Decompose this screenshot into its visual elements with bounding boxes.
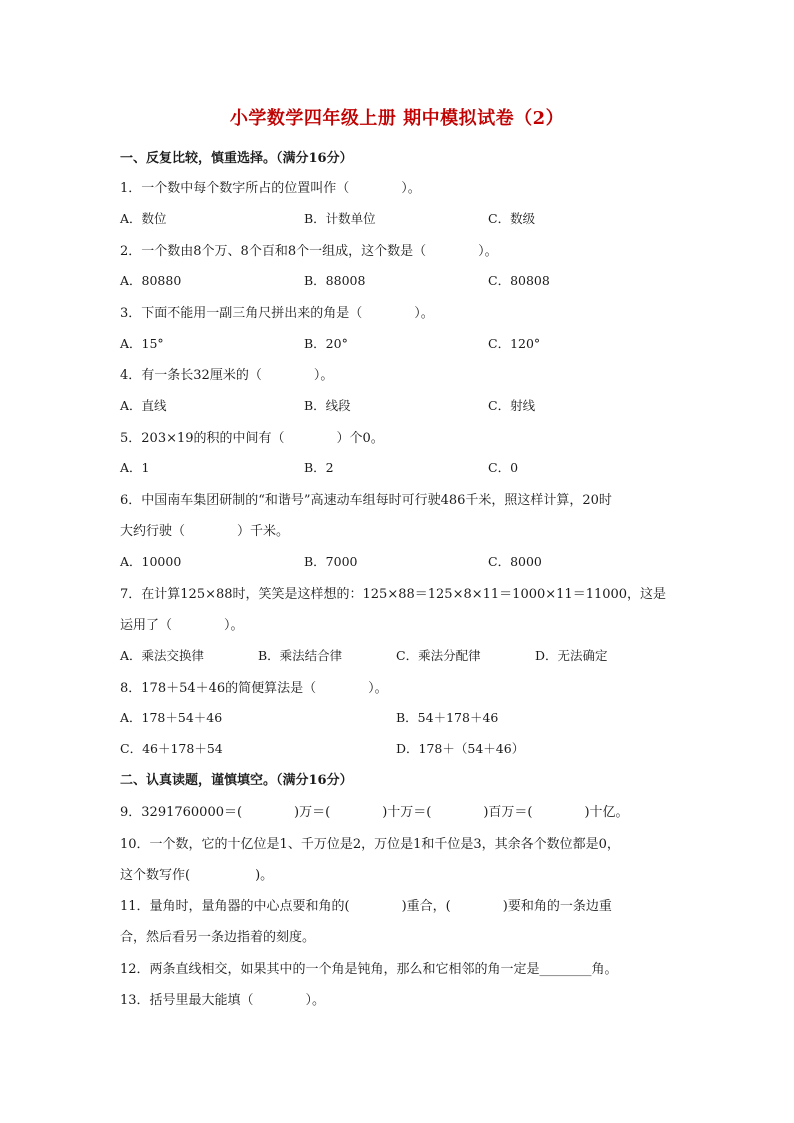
q8-option-b: B．54＋178＋46	[396, 710, 499, 725]
q6-option-c: C．8000	[488, 554, 542, 569]
q7-option-b: B．乘法结合律	[258, 648, 343, 663]
q2-option-c: C．80808	[488, 273, 550, 288]
q2-option-b: B．88008	[304, 273, 366, 288]
q8-option-a: A．178＋54＋46	[120, 710, 223, 725]
question-10-line-1: 10．一个数，它的十亿位是1、千万位是2，万位是1和千位是3，其余各个数位都是0，	[120, 837, 620, 852]
q3-option-b: B．20°	[304, 336, 348, 351]
section-heading-choice: 一、反复比较，慎重选择。（满分16分）	[120, 151, 353, 166]
question-3: 3．下面不能用一副三角尺拼出来的角是（ ）。	[120, 306, 434, 321]
q4-option-a: A．直线	[120, 398, 167, 413]
q3-option-c: C．120°	[488, 336, 541, 351]
question-11-line-2: 合，然后看另一条边指着的刻度。	[120, 930, 316, 945]
q1-option-a: A．数位	[120, 211, 167, 226]
question-7-line-1: 7．在计算125×88时，笑笑是这样想的：125×88＝125×8×11＝1000×11＝11000，这是	[120, 587, 667, 602]
q3-option-a: A．15°	[120, 336, 164, 351]
page-title: 小学数学四年级上册 期中模拟试卷（2）	[229, 108, 565, 129]
q7-option-a: A．乘法交换律	[120, 648, 205, 663]
q5-option-a: A．1	[120, 460, 150, 475]
question-5: 5．203×19的积的中间有（ ）个0。	[120, 431, 384, 446]
question-12: 12．两条直线相交，如果其中的一个角是钝角，那么和它相邻的角一定是________角。	[120, 962, 618, 977]
section-heading-fill-in: 二、认真读题，谨慎填空。（满分16分）	[120, 773, 353, 788]
q2-option-a: A．80880	[120, 273, 182, 288]
question-7-line-2: 运用了（ ）。	[120, 618, 244, 633]
q6-option-a: A．10000	[120, 554, 182, 569]
q5-option-c: C．0	[488, 460, 519, 475]
q8-option-c: C．46＋178＋54	[120, 741, 223, 756]
question-4: 4．有一条长32厘米的（ ）。	[120, 368, 334, 383]
q7-option-d: D．无法确定	[535, 648, 608, 663]
q7-option-c: C．乘法分配律	[396, 648, 481, 663]
q1-option-c: C．数级	[488, 211, 536, 226]
question-6-line-1: 6．中国南车集团研制的“和谐号”高速动车组每时可行驶486千米，照这样计算，20时	[120, 493, 612, 508]
q4-option-b: B．线段	[304, 398, 351, 413]
question-13: 13．括号里最大能填（ ）。	[120, 993, 326, 1008]
question-9: 9．3291760000＝( )万＝( )十万＝( )百万＝( )十亿。	[120, 805, 629, 820]
question-1: 1．一个数中每个数字所占的位置叫作（ ）。	[120, 181, 421, 196]
q5-option-b: B．2	[304, 460, 334, 475]
question-6-line-2: 大约行驶（ ）千米。	[120, 524, 290, 539]
q6-option-b: B．7000	[304, 554, 358, 569]
question-2: 2．一个数由8个万、8个百和8个一组成，这个数是（ ）。	[120, 244, 498, 259]
q4-option-c: C．射线	[488, 398, 536, 413]
question-10-line-2: 这个数写作( )。	[120, 868, 274, 883]
question-11-line-1: 11．量角时，量角器的中心点要和角的( )重合，( )要和角的一条边重	[120, 899, 612, 914]
q1-option-b: B．计数单位	[304, 211, 376, 226]
question-8: 8．178＋54＋46的简便算法是（ ）。	[120, 681, 388, 696]
q8-option-d: D．178＋（54＋46）	[396, 741, 525, 756]
